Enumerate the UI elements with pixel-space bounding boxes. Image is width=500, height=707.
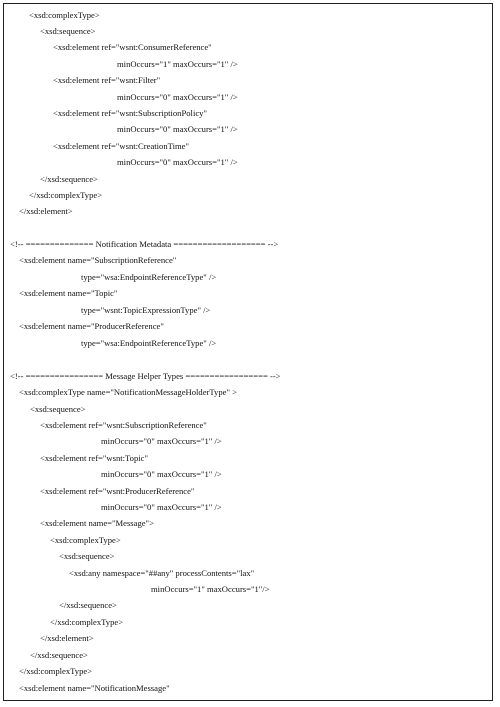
code-line: <xsd:element ref="wsnt:CreationTime" [53, 141, 189, 151]
code-line: <xsd:element name="NotificationMessage" [19, 683, 170, 693]
code-line: minOccurs="0" maxOccurs="1" /> [101, 469, 222, 479]
code-line: <xsd:element name="ProducerReference" [19, 321, 164, 331]
code-line: <xsd:complexType> [29, 10, 100, 20]
code-line: type="wsa:EndpointReferenceType" /> [81, 338, 217, 348]
comment-line: <!-- ================ Message Helper Types ================= --> [10, 371, 281, 381]
code-line: </xsd:element> [40, 633, 94, 643]
code-line: </xsd:element> [19, 206, 73, 216]
code-line: minOccurs="0" maxOccurs="1" /> [117, 92, 238, 102]
code-line: minOccurs="0" maxOccurs="1" /> [101, 502, 222, 512]
code-line: <xsd:element ref="wsnt:SubscriptionReference" [40, 420, 207, 430]
code-line: <xsd:complexType name="NotificationMessageHolderType" > [19, 387, 237, 397]
code-line: </xsd:sequence> [30, 650, 88, 660]
code-line: minOccurs="0" maxOccurs="1" /> [117, 157, 238, 167]
code-line: <xsd:element name="SubscriptionReference" [19, 255, 177, 265]
code-line: <xsd:element name="Message"> [40, 518, 154, 528]
code-line: </xsd:complexType> [19, 666, 93, 676]
code-line: <xsd:element ref="wsnt:Filter" [53, 75, 161, 85]
code-line: minOccurs="0" maxOccurs="1" /> [101, 436, 222, 446]
code-line: </xsd:sequence> [59, 600, 117, 610]
code-line: <xsd:complexType> [50, 535, 121, 545]
code-line: <xsd:any namespace="##any" processContents="lax" [69, 568, 255, 578]
code-line: <xsd:element ref="wsnt:ConsumerReference" [53, 42, 212, 52]
code-line: <xsd:sequence> [30, 404, 86, 414]
code-line: <xsd:element ref="wsnt:Topic" [40, 453, 148, 463]
code-line: <xsd:sequence> [40, 26, 96, 36]
code-line: minOccurs="1" maxOccurs="1"/> [151, 584, 270, 594]
code-line: <xsd:element ref="wsnt:SubscriptionPolicy" [53, 108, 207, 118]
code-line: minOccurs="1" maxOccurs="1" /> [117, 59, 238, 69]
code-line: </xsd:complexType> [29, 190, 103, 200]
code-line: <xsd:element name="Topic" [19, 288, 118, 298]
code-line: type="wsnt:TopicExpressionType" /> [81, 305, 211, 315]
code-line: minOccurs="0" maxOccurs="1" /> [117, 124, 238, 134]
code-line: </xsd:complexType> [50, 617, 124, 627]
comment-line: <!-- ============== Notification Metadata =================== --> [10, 239, 279, 249]
code-line: <xsd:element ref="wsnt:ProducerReference" [40, 486, 195, 496]
code-line: </xsd:sequence> [40, 174, 98, 184]
code-line: <xsd:sequence> [59, 551, 115, 561]
code-line: type="wsa:EndpointReferenceType" /> [81, 272, 217, 282]
